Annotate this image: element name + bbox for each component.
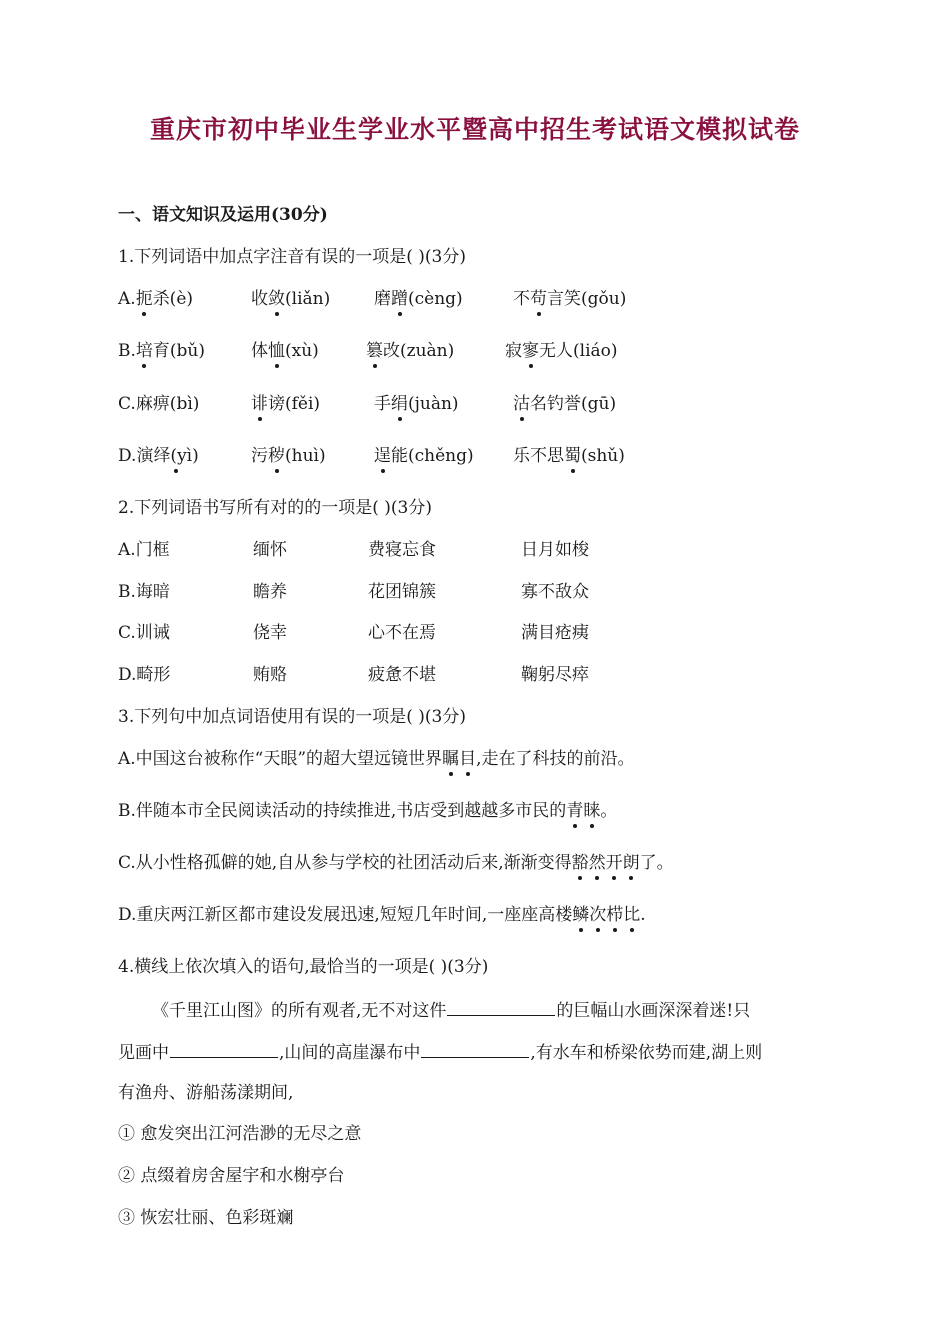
q1-option-a-word-1 [118,287,193,311]
dotted-char: 开 [605,853,623,873]
dotted-char: 豁 [571,853,589,873]
word-text: 言笑(gǒu) [547,289,627,309]
dotted-char: 青 [566,801,584,821]
dotted-char: 逞 [374,446,391,466]
sentence-text: ,走在了科技的前沿。 [476,749,635,769]
dotted-phrase [442,749,476,769]
dotted-char: 瞩 [442,749,460,769]
word-text: 演 [136,446,154,466]
dotted-char: 寥 [522,341,539,361]
sentence-text: 。 [600,801,618,821]
q1-option-c-word-1 [118,392,199,416]
sentence-text: B.伴随本市全民阅读活动的持续推进,书店受到越越多市民的 [118,801,567,821]
q1-option-b-word-1 [118,339,205,363]
q3-option-c [118,851,674,875]
q1-option-d-word-1 [118,444,199,468]
q4-choice-item: ② 点缀着房舍屋宇和水榭亭台 [118,1166,345,1186]
word-text: (juàn) [408,394,459,414]
fill-blank [170,1039,278,1058]
passage-line-1 [152,997,750,1023]
word-text: (liǎn) [285,289,331,309]
q1-option-b-word-2 [251,339,319,363]
option-label: C. [118,394,136,414]
q1-option-b-word-3 [366,339,454,363]
word-text: 杀(è) [152,289,194,309]
option-label: B. [118,341,136,361]
q3-option-a [118,747,634,771]
q2-option-a-term: 费寝忘食 [368,540,436,560]
word-text: 乐不思 [513,446,564,466]
passage-line-3: 有渔舟、游船荡漾期间, [118,1083,294,1103]
q4-choice-item: ③ 恢宏壮丽、色彩斑斓 [118,1208,294,1228]
dotted-phrase [572,853,640,873]
q1-option-a-word-3 [374,287,463,311]
dotted-phrase [566,801,600,821]
dotted-char: 绢 [391,394,408,414]
q2-option-d-term: D.畸形 [118,665,171,685]
word-text: 无人(liáo) [539,341,618,361]
dotted-char: 栉 [606,905,624,925]
sentence-text: C.从小性格孤僻的她,自从参与学校的社团活动后来,渐渐变得 [118,853,572,873]
sentence-text: 了。 [639,853,674,873]
dotted-char: 蹭 [391,289,408,309]
dotted-char: 次 [589,905,607,925]
word-text: (shǔ) [581,446,625,466]
word-text: 收 [251,289,268,309]
dotted-char: 恤 [268,341,285,361]
passage-text: ,有水车和桥梁依势而建,湖上则 [530,1043,763,1063]
sentence-text: . [640,905,646,925]
q2-option-b-term: B.诲暗 [118,582,170,602]
question-2-stem: 2.下列词语书写所有对的的一项是( )(3分) [118,498,432,518]
dotted-char: 沽 [513,394,530,414]
q2-option-c-term: 心不在焉 [368,623,436,643]
q2-option-d-term: 鞠躬尽瘁 [521,665,589,685]
q2-option-c-term: 侥幸 [253,623,287,643]
dotted-char: 鳞 [572,905,590,925]
page-title: 重庆市初中毕业生学业水平暨高中招生考试语文模拟试卷 [149,115,800,144]
word-text: 体 [251,341,268,361]
dotted-char: 诽 [251,394,268,414]
sentence-text: D.重庆两江新区都市建设发展迅速,短短几年时间,一座座高楼 [118,905,573,925]
q1-option-c-word-2 [251,392,320,416]
question-4-stem: 4.横线上依次填入的语句,最恰当的一项是( )(3分) [118,957,489,977]
q1-option-d-word-3 [374,444,474,468]
dotted-char: 绎(yì) [153,446,199,466]
word-text: 麻 [135,394,153,414]
fill-blank [447,997,555,1016]
word-text: (chěng) [408,446,474,466]
word-text: 改(zuàn) [383,341,455,361]
passage-line-2 [118,1039,762,1065]
q1-option-a-word-2 [251,287,330,311]
word-text: 名钓誉(gū) [530,394,617,414]
dotted-char: 朗 [622,853,640,873]
section-heading: 一、语文知识及运用(30分) [118,205,328,225]
question-1-stem: 1.下列词语中加点字注音有误的一项是( )(3分) [118,247,466,267]
dotted-char: 目 [459,749,477,769]
passage-text: 的巨幅山水画深深着迷!只 [556,1001,751,1021]
q3-option-d [118,903,646,927]
option-label: D. [118,446,137,466]
question-3-stem: 3.下列句中加点词语使用有误的一项是( )(3分) [118,707,466,727]
dotted-char: 睐 [583,801,601,821]
q2-option-c-term: 满目疮痍 [521,623,589,643]
q2-option-d-term: 贿赂 [253,665,287,685]
dotted-char: 苟 [530,289,547,309]
word-text: (huì) [285,446,326,466]
q1-option-c-word-4 [513,392,616,416]
dotted-phrase [572,905,640,925]
dotted-char: 然 [588,853,606,873]
dotted-char: 蜀 [564,446,581,466]
dotted-char: 扼 [135,289,153,309]
q2-option-b-term: 瞻养 [253,582,287,602]
dotted-char: 篡 [366,341,383,361]
passage-text: ,山间的高崖瀑布中 [279,1043,421,1063]
dotted-char: 培 [135,341,153,361]
q1-option-a-word-4 [513,287,626,311]
word-text: 磨 [374,289,391,309]
q2-option-c-term: C.训诫 [118,623,170,643]
q1-option-b-word-4 [505,339,618,363]
dotted-char: 敛 [268,289,285,309]
word-text: (cèng) [408,289,463,309]
q2-option-a-term: 缅怀 [253,540,287,560]
q2-option-b-term: 寡不敌众 [521,582,589,602]
dotted-char: 秽 [268,446,285,466]
q1-option-c-word-3 [374,392,459,416]
q2-option-b-term: 花团锦簇 [368,582,436,602]
q4-choice-item: ① 愈发突出江河浩渺的无尽之意 [118,1124,362,1144]
word-text: 能 [391,446,408,466]
q3-option-b [118,799,617,823]
passage-text: 《千里江山图》的所有观者,无不对这件 [152,1001,447,1021]
word-text: (fěi) [285,394,321,414]
dotted-char: 比 [623,905,641,925]
word-text: 痹(bì) [152,394,200,414]
sentence-text: A.中国这台被称作“天眼”的超大望远镜世界 [118,749,443,769]
q1-option-d-word-4 [513,444,625,468]
word-text: 寂 [505,341,522,361]
q2-option-a-term: A.门框 [118,540,170,560]
passage-text: 见画中 [118,1043,169,1063]
option-label: A. [118,289,136,309]
word-text: 育(bǔ) [152,341,206,361]
word-text: (xù) [285,341,319,361]
word-text: 不 [513,289,530,309]
fill-blank [421,1039,529,1058]
q1-option-d-word-2 [251,444,326,468]
q2-option-d-term: 疲惫不堪 [368,665,436,685]
q2-option-a-term: 日月如梭 [521,540,589,560]
word-text: 手 [374,394,391,414]
word-text: 谤 [268,394,285,414]
word-text: 污 [251,446,268,466]
